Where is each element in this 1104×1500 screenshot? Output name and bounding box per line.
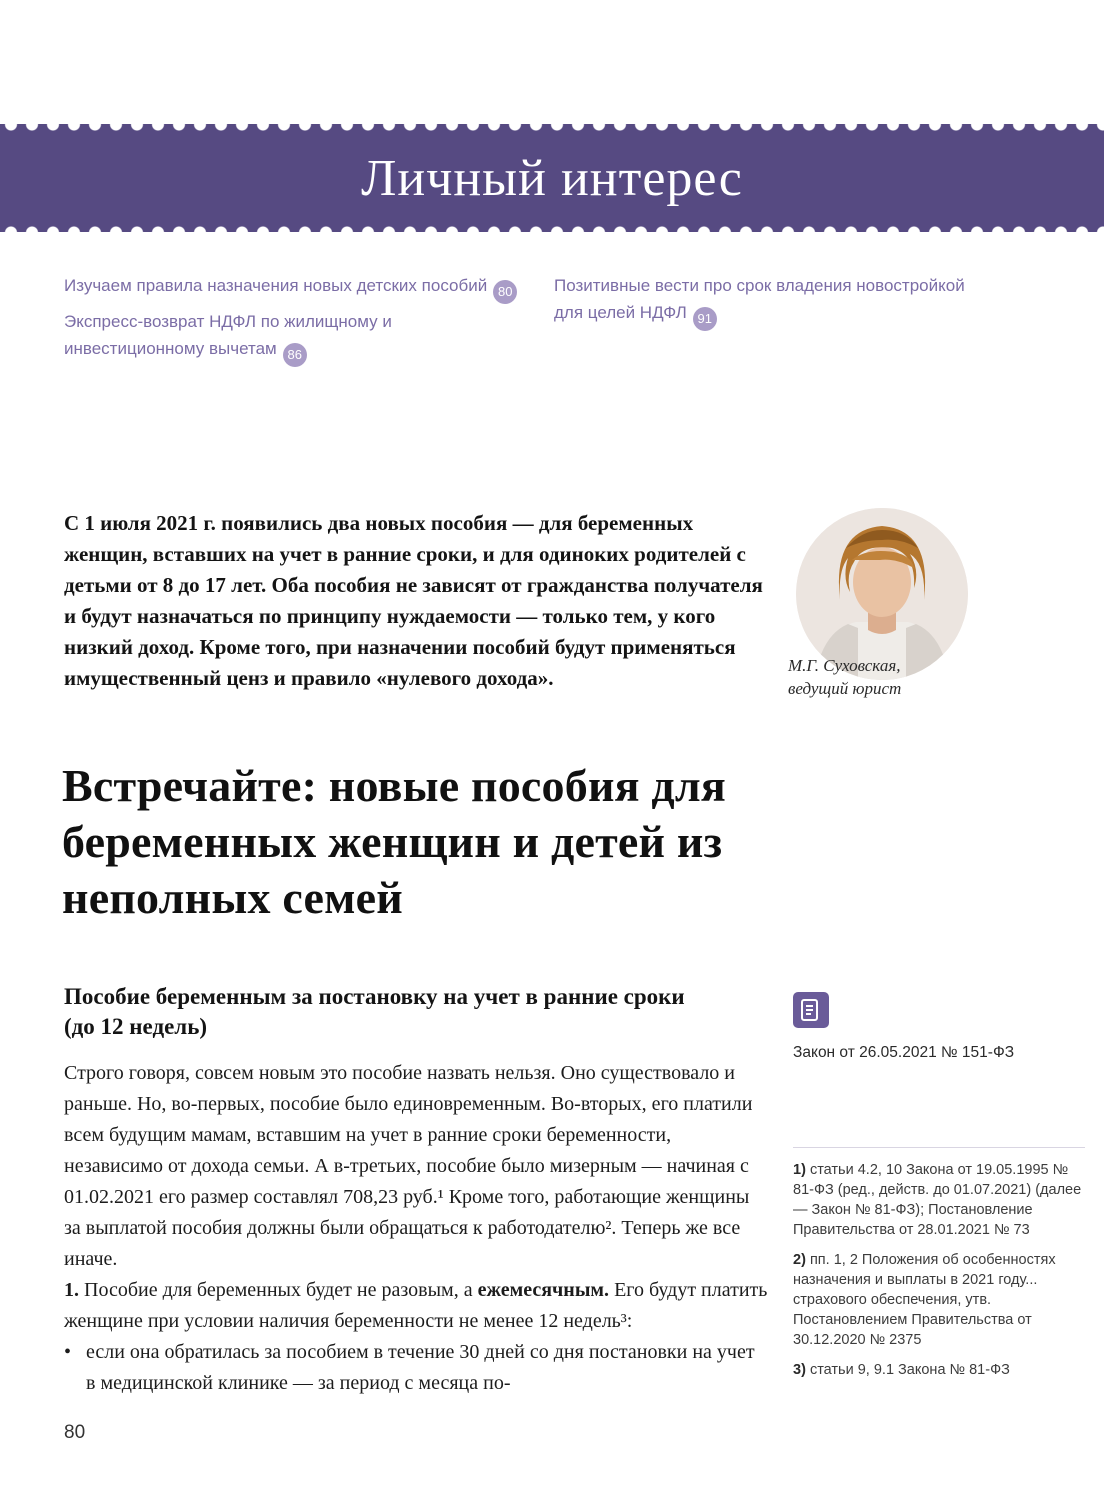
article-headline: Встречайте: новые пособия для беременных женщин и детей из неполных семей	[62, 760, 726, 923]
sidebar	[793, 992, 1085, 1390]
footnote-number: 2)	[793, 1252, 806, 1268]
document-icon-glyph	[801, 999, 821, 1021]
paragraph-text: Его будут платить женщине при условии наличия беременности не менее 12 недель³:	[64, 1279, 768, 1332]
footnote-text: пп. 1, 2 Положения об особенностях назначения и выплаты в 2021 году... страхового обеспечения, утв. Постановлением Правительства от 30.12.2020 № 2375	[793, 1252, 1056, 1348]
paragraph: Строго говоря, совсем новым это пособие назвать нельзя. Оно существовало и раньше. Но, во-первых, пособие было единовременным. Во-вторых, его платили всем будущим мамам, вставшим на учет в ранние сроки беременности, независимо от дохода семьи. А в-третьих, пособие было мизерным — начиная с 01.02.2021 его размер составлял 708,23 руб.¹ Кроме того, работающие женщины за выплатой пособия должны были обращаться к работодателю². Теперь же все иначе.	[64, 1062, 753, 1270]
footnote	[793, 1360, 1085, 1380]
law-reference: Закон от 26.05.2021 № 151-ФЗ	[793, 1044, 1015, 1061]
list-number: 1.	[64, 1279, 79, 1301]
article-body	[64, 1058, 769, 1399]
bullet-marker: •	[64, 1341, 72, 1363]
toc-column-right	[554, 272, 984, 335]
toc-link-text: Экспресс-возврат НДФЛ по жилищному и инвестиционному вычетам	[64, 312, 392, 358]
document-icon	[793, 992, 829, 1028]
page-badge[interactable]: 86	[283, 343, 307, 367]
toc-link-text: Позитивные вести про срок владения новостройкой для целей НДФЛ	[554, 276, 965, 322]
bullet-item	[64, 1337, 769, 1399]
toc-link-new-building[interactable]	[554, 272, 984, 331]
footnotes-block	[793, 1147, 1085, 1380]
section-banner	[0, 124, 1104, 232]
page-number: 80	[64, 1422, 86, 1443]
toc-link-child-benefits[interactable]	[64, 272, 544, 304]
section-banner-title: Личный интерес	[361, 149, 743, 207]
page-badge[interactable]: 80	[493, 280, 517, 304]
author-name: М.Г. Суховская,	[788, 656, 901, 675]
paragraph-numbered	[64, 1275, 769, 1337]
author-role: ведущий юрист	[788, 679, 902, 698]
section-title: Пособие беременным за постановку на учет в ранние сроки (до 12 недель)	[64, 984, 685, 1039]
footnote-text: статьи 4.2, 10 Закона от 19.05.1995 № 81-ФЗ (ред., действ. до 01.07.2021) (далее — Закон № 81-ФЗ); Постановление Правительства от 28.01.2021 № 73	[793, 1162, 1082, 1238]
footnote	[793, 1160, 1085, 1240]
paragraph-text: Пособие для беременных будет не разовым, а	[79, 1279, 478, 1301]
footnote-text: статьи 9, 9.1 Закона № 81-ФЗ	[809, 1362, 1010, 1378]
toc-link-ndfl-refund[interactable]	[64, 308, 394, 367]
footnote-number: 1)	[793, 1162, 806, 1178]
paragraph-bold-text: ежемесячным.	[477, 1279, 610, 1301]
lead-paragraph: С 1 июля 2021 г. появились два новых пособия — для беременных женщин, вставших на учет в ранние сроки, и для одиноких родителей с детьми от 8 до 17 лет. Оба пособия не зависят от гражданства получателя и будут назначаться по принципу нуждаемости — только тем, у кого низкий доход. Кроме того, при назначении пособий будут применяться имущественный ценз и правило «нулевого дохода».	[64, 511, 763, 690]
author-caption	[788, 654, 1048, 700]
toc-link-text: Изучаем правила назначения новых детских пособий	[64, 276, 488, 295]
page-badge[interactable]: 91	[693, 307, 717, 331]
bullet-text: если она обратилась за пособием в течение 30 дней со дня постановки на учет в медицинской клинике — за период с месяца по-	[86, 1341, 755, 1394]
toc-column-left	[64, 272, 544, 371]
footnote-number: 3)	[793, 1362, 806, 1378]
footnote	[793, 1250, 1085, 1350]
